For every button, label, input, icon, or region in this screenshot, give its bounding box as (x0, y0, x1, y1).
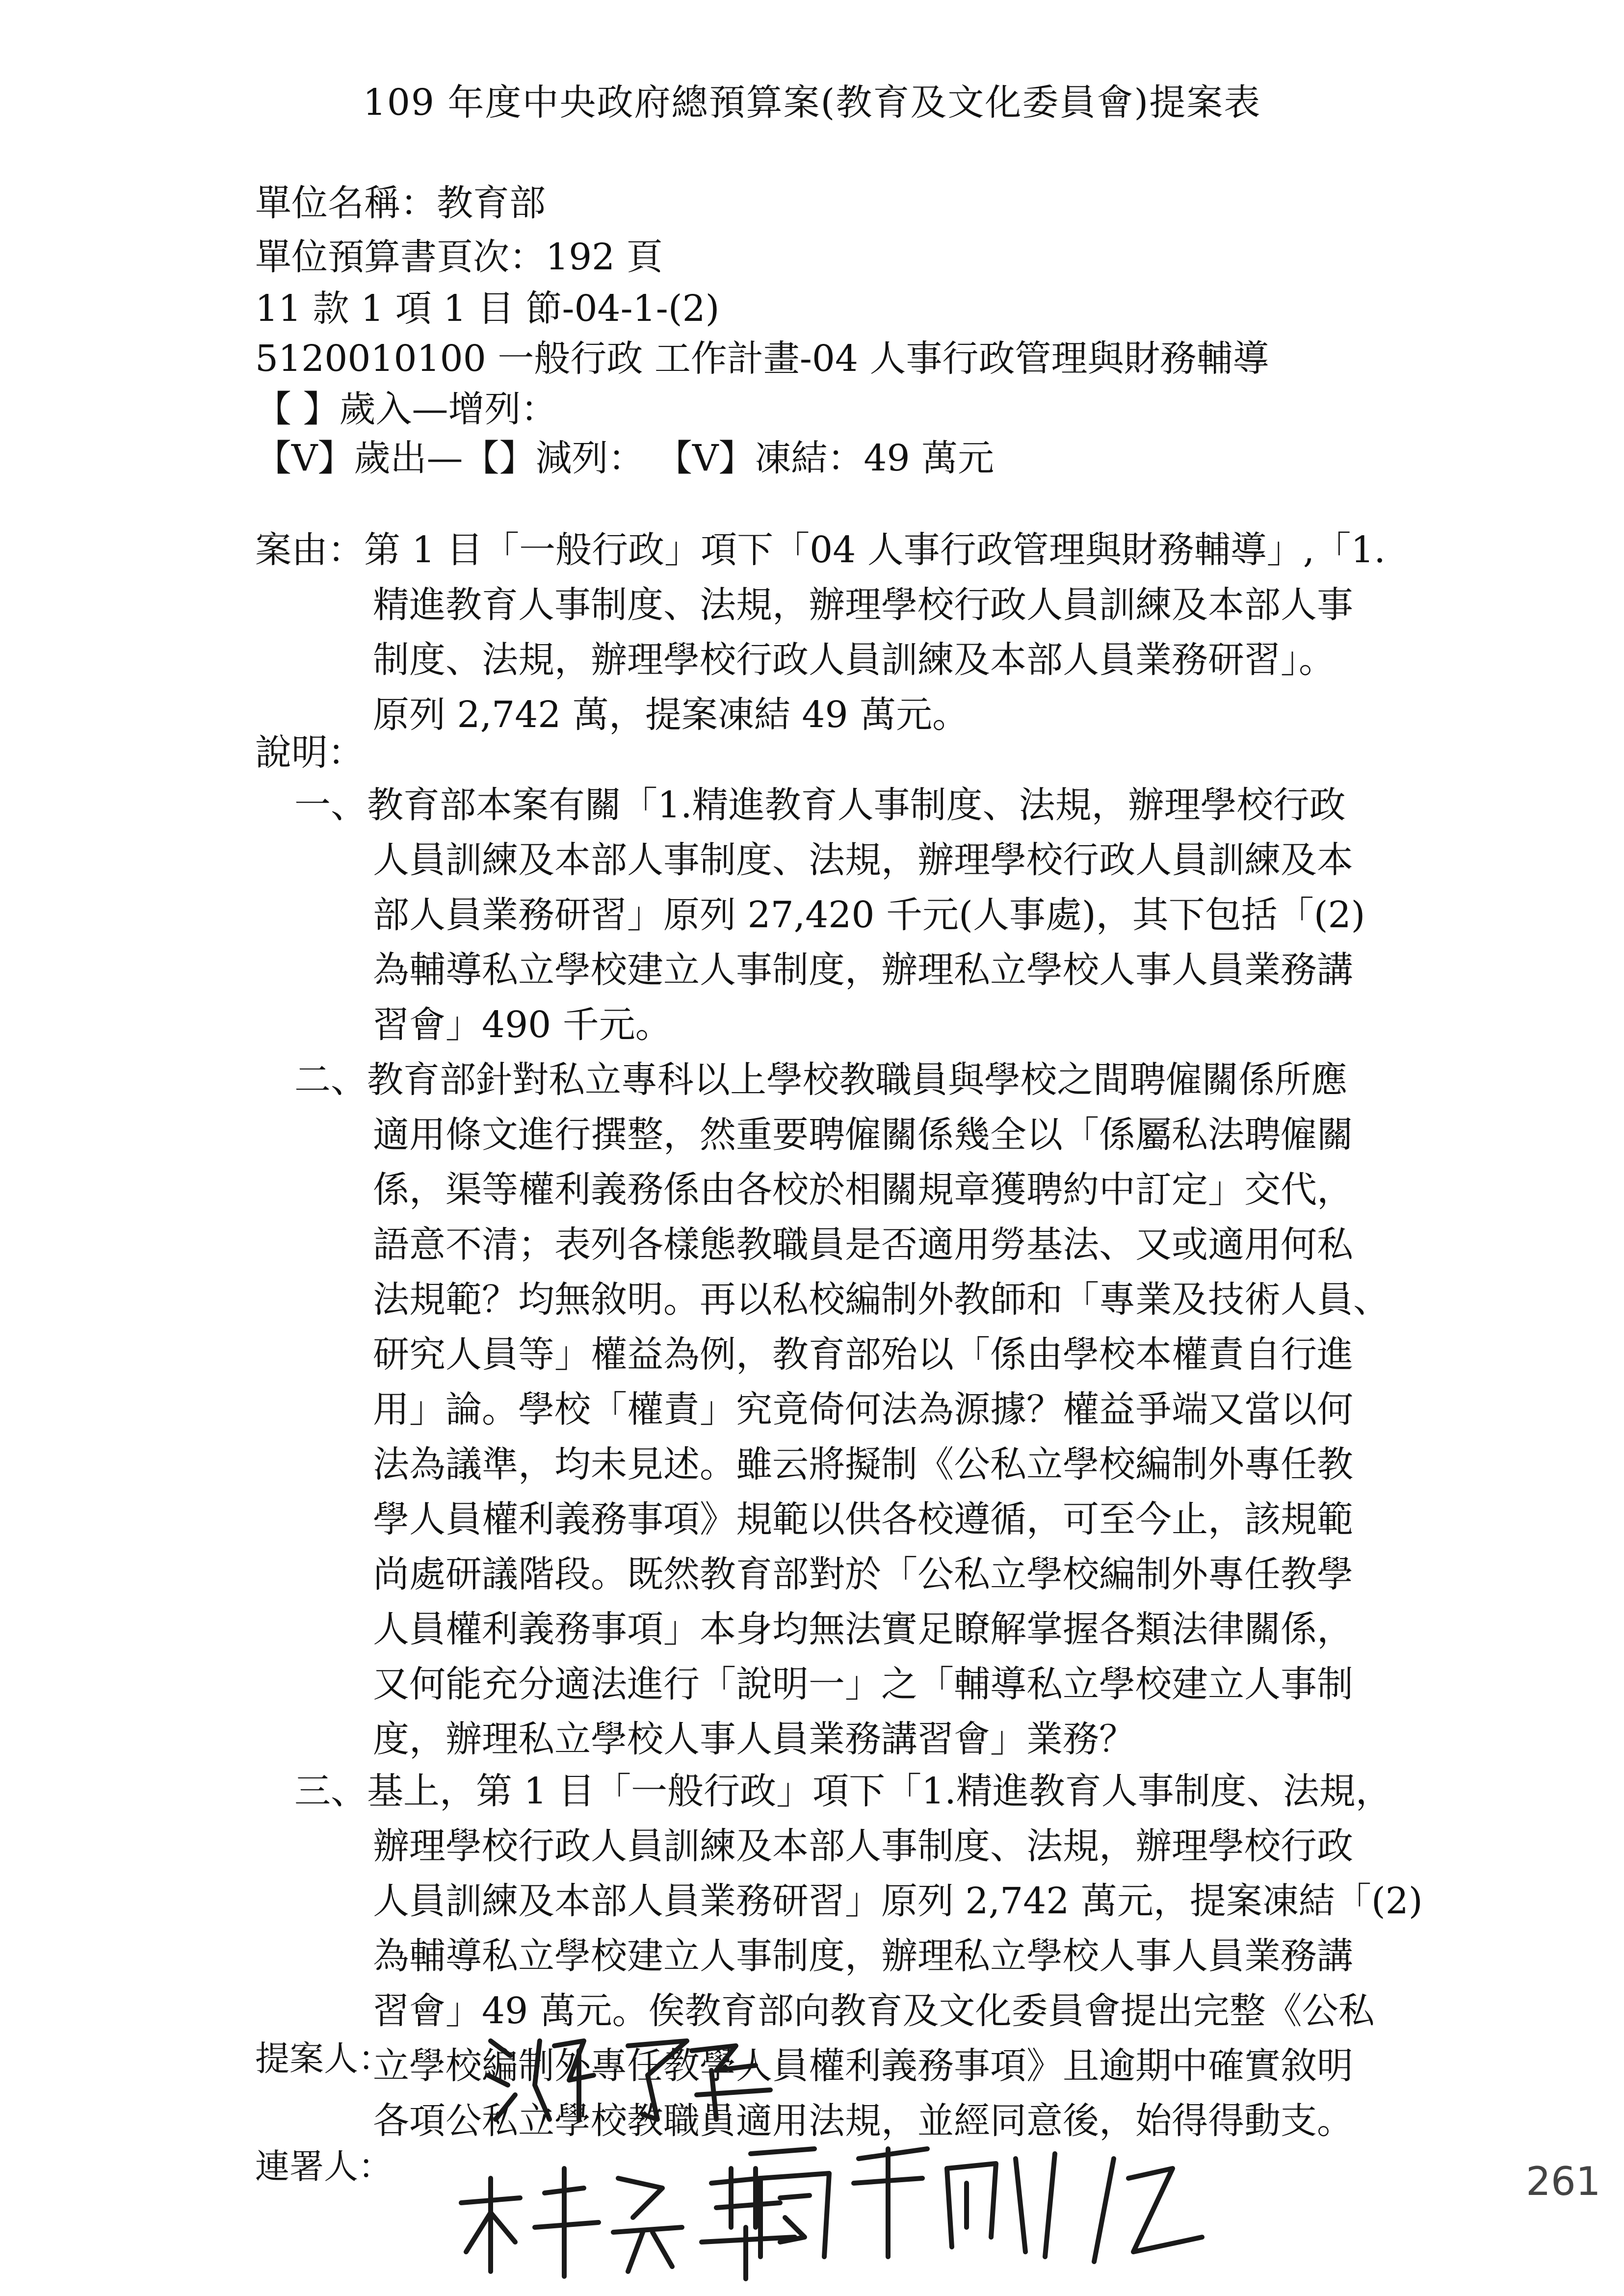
signature-ink (481, 2021, 785, 2129)
explanation-line: 人員權利義務事項」本身均無法實足瞭解掌握各類法律關係， (373, 1608, 1353, 1650)
explanation-line: 學人員權利義務事項》規範以供各校遵循，可至今止，該規範 (373, 1498, 1353, 1540)
case-line: 原列 2,742 萬，提案凍結 49 萬元。 (373, 694, 969, 736)
case-line: 制度、法規，辦理學校行政人員訓練及本部人員業務研習」。 (373, 639, 1335, 681)
explanation-line: 習會」490 千元。 (373, 1004, 672, 1046)
explanation-line: 尚處研議階段。既然教育部對於「公私立學校編制外專任教學 (373, 1553, 1353, 1595)
explanation-line: 為輔導私立學校建立人事制度，辦理私立學校人事人員業務講 (373, 1935, 1353, 1977)
explanation-line: 各項公私立學校教職員適用法規，並經同意後，始得得動支。 (373, 2100, 1353, 2142)
proposer-label: 提案人： (255, 2038, 393, 2079)
explanation-item-1 (294, 778, 1442, 1052)
explanation-line: 法規範？均無敘明。再以私校編制外教師和「專業及技術人員、 (373, 1278, 1389, 1321)
explanation-line: 用」論。學校「權責」究竟倚何法為源據？權益爭端又當以何 (373, 1388, 1353, 1431)
document-title: 109 年度中央政府總預算案(教育及文化委員會)提案表 (363, 81, 1261, 124)
explanation-line: 三、基上，第 1 目「一般行政」項下「1.精進教育人事制度、法規， (294, 1770, 1392, 1812)
explanation-line: 度，辦理私立學校人事人員業務講習會」業務？ (373, 1718, 1135, 1760)
explanation-line: 一、教育部本案有關「1.精進教育人事制度、法規，辦理學校行政 (294, 784, 1346, 826)
case-reason (255, 522, 1403, 742)
explanation-line: 人員訓練及本部人事制度、法規，辦理學校行政人員訓練及本 (373, 839, 1353, 881)
explanation-line: 係，渠等權利義務係由各校於相關規章獲聘約中訂定」交代， (373, 1169, 1353, 1211)
explanation-line: 又何能充分適法進行「說明一」之「輔導私立學校建立人事制 (373, 1663, 1353, 1705)
expenditure-line: 【V】歲出—【】減列： 【V】凍結：49 萬元 (255, 437, 995, 479)
signature-ink (741, 2139, 1212, 2267)
explanation-line: 法為議準，均未見述。雖云將擬制《公私立學校編制外專任教 (373, 1443, 1353, 1486)
budget-section: 11 款 1 項 1 目 節-04-1-(2) (255, 287, 720, 330)
explanation-line: 人員訓練及本部人員業務研習」原列 2,742 萬元，提案凍結「(2) (373, 1880, 1423, 1922)
explanation-item-2 (294, 1052, 1442, 1767)
cosigner-signature-2 (741, 2139, 1212, 2267)
explanation-item-3 (294, 1764, 1442, 2148)
explanation-label: 說明： (255, 731, 364, 774)
cosigner-label: 連署人： (255, 2146, 393, 2187)
explanation-line: 為輔導私立學校建立人事制度，辦理私立學校人事人員業務講 (373, 949, 1353, 991)
program-line: 5120010100 一般行政 工作計畫-04 人事行政管理與財務輔導 (255, 338, 1269, 380)
explanation-line: 語意不清；表列各樣態教職員是否適用勞基法、又或適用何私 (373, 1224, 1353, 1266)
explanation-line: 習會」49 萬元。俟教育部向教育及文化委員會提出完整《公私 (373, 1990, 1375, 2032)
revenue-line: 【 】歲入—增列： (255, 388, 557, 430)
explanation-line: 研究人員等」權益為例，教育部殆以「係由學校本權責自行進 (373, 1333, 1353, 1376)
explanation-line: 部人員業務研習」原列 27,420 千元(人事處)，其下包括「(2) (373, 894, 1365, 936)
unit-name: 單位名稱：教育部 (255, 182, 546, 224)
case-line: 精進教育人事制度、法規，辦理學校行政人員訓練及本部人事 (373, 584, 1353, 626)
case-line: 案由：第 1 目「一般行政」項下「04 人事行政管理與財務輔導」,「1. (255, 529, 1386, 571)
budget-page: 單位預算書頁次：192 頁 (255, 236, 663, 278)
explanation-line: 辦理學校行政人員訓練及本部人事制度、法規，辦理學校行政 (373, 1825, 1353, 1867)
page-mark: 261 (1526, 2159, 1601, 2204)
explanation-line: 適用條文進行撰整，然重要聘僱關係幾全以「係屬私法聘僱關 (373, 1114, 1353, 1156)
explanation-line: 二、教育部針對私立專科以上學校教職員與學校之間聘僱關係所應 (294, 1059, 1347, 1101)
proposer-signature (481, 2021, 785, 2129)
explanation-line: 立學校編制外專任教學人員權利義務事項》且逾期中確實敘明 (373, 2045, 1353, 2087)
